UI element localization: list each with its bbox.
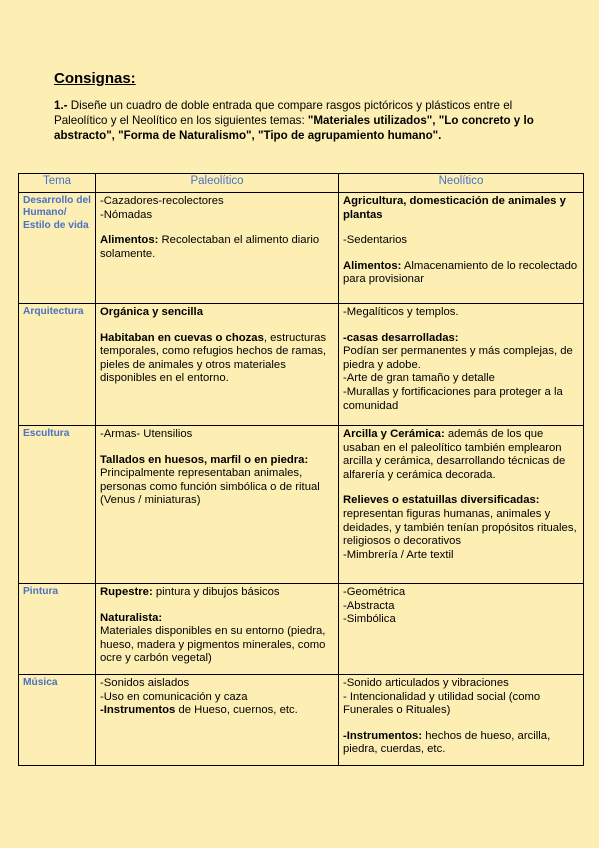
header-tema: Tema bbox=[19, 174, 96, 193]
cell-text: Recolectaban el alimento diario solamente. bbox=[100, 234, 320, 260]
bold-term: Alimentos: bbox=[100, 234, 159, 247]
paleolitico-cell bbox=[96, 193, 339, 304]
cell-line bbox=[100, 332, 334, 386]
topic-cell: Pintura bbox=[19, 584, 96, 675]
topic-cell: Escultura bbox=[19, 426, 96, 584]
cell-text: de Hueso, cuernos, etc. bbox=[175, 704, 298, 717]
cell-line bbox=[343, 386, 579, 413]
cell-text: -Uso en comunicación y caza bbox=[100, 690, 248, 703]
cell-line bbox=[343, 260, 579, 287]
cell-line bbox=[100, 195, 334, 209]
paleolitico-cell bbox=[96, 304, 339, 426]
cell-line bbox=[343, 613, 579, 627]
cell-line bbox=[343, 332, 579, 346]
cell-line bbox=[100, 428, 334, 442]
paleolitico-cell bbox=[96, 426, 339, 584]
bold-term: Relieves o estatuillas diversificadas: bbox=[343, 494, 540, 507]
cell-text: -Simbólica bbox=[343, 613, 396, 626]
instruction-text: Diseñe un cuadro de doble entrada que compare rasgos pictóricos y plásticos entre el Paleolítico y el Neolítico en los siguientes temas: bbox=[54, 99, 513, 127]
cell-line bbox=[343, 494, 579, 508]
neolitico-cell bbox=[339, 675, 584, 766]
cell-text: -Megalíticos y templos. bbox=[343, 306, 459, 318]
cell-text: representan figuras humanas, animales y deidades, y también tenían propósitos rituales, religiosos o decorativos bbox=[343, 507, 577, 548]
instruction-topics: "Materiales utilizados", "Lo concreto y lo abstracto", "Forma de Naturalismo", "Tipo de agrupamiento humano". bbox=[54, 114, 534, 142]
spacer bbox=[100, 222, 334, 234]
bold-term: Alimentos: bbox=[343, 259, 402, 272]
paleolitico-cell bbox=[96, 584, 339, 675]
cell-text: -Sonido articulados y vibraciones bbox=[343, 677, 509, 689]
cell-text: - Intencionalidad y utilidad social (como Funerales o Rituales) bbox=[343, 690, 541, 717]
bold-term: Habitaban en cuevas o chozas bbox=[100, 331, 264, 344]
cell-text: -Sedentarios bbox=[343, 234, 408, 247]
cell-text: -Murallas y fortificaciones para proteger a la comunidad bbox=[343, 385, 563, 412]
instruction-paragraph bbox=[54, 98, 554, 143]
table-row bbox=[19, 304, 584, 426]
cell-text: -Nómadas bbox=[100, 208, 153, 221]
cell-text: Materiales disponibles en su entorno (piedra, hueso, madera y pigmentos minerales, como ocre y carbón vegetal) bbox=[100, 625, 326, 665]
cell-line bbox=[343, 508, 579, 549]
header-neolitico: Neolítico bbox=[339, 174, 584, 193]
cell-line bbox=[343, 586, 579, 600]
bold-term: Agricultura, domesticación de animales y plantas bbox=[343, 195, 566, 221]
table-row bbox=[19, 675, 584, 766]
spacer bbox=[100, 442, 334, 454]
bold-term: Naturalista: bbox=[100, 611, 163, 624]
table-row bbox=[19, 193, 584, 304]
cell-line bbox=[343, 549, 579, 563]
spacer bbox=[100, 600, 334, 612]
cell-text: -Arte de gran tamaño y detalle bbox=[343, 372, 495, 385]
table-header-row bbox=[19, 174, 584, 193]
cell-text: Almacenamiento de lo recolectado para provisionar bbox=[343, 259, 578, 286]
neolitico-cell bbox=[339, 584, 584, 675]
cell-text: -Armas- Utensilios bbox=[100, 428, 193, 440]
spacer bbox=[100, 320, 334, 332]
bold-term: -casas desarrolladas: bbox=[343, 331, 459, 344]
table-row bbox=[19, 584, 584, 675]
cell-line bbox=[343, 372, 579, 386]
cell-text: -Geométrica bbox=[343, 586, 406, 598]
cell-line bbox=[343, 234, 579, 248]
topic-cell: Desarrollo del Humano/ Estilo de vida bbox=[19, 193, 96, 304]
cell-line bbox=[100, 691, 334, 705]
cell-text: Podían ser permanentes y más complejas, de piedra y adobe. bbox=[343, 345, 573, 371]
bold-term: -Instrumentos bbox=[100, 704, 176, 717]
instruction-number: 1.- bbox=[54, 99, 68, 112]
cell-text: pintura y dibujos básicos bbox=[152, 586, 280, 598]
spacer bbox=[343, 248, 579, 260]
neolitico-cell bbox=[339, 193, 584, 304]
cell-line bbox=[100, 306, 334, 320]
cell-line bbox=[343, 730, 579, 757]
cell-text: , estructuras temporales, como refugios hechos de ramas, pieles de animales y otros materiales disponibles en el entorno. bbox=[100, 331, 327, 385]
cell-text: -Sonidos aislados bbox=[100, 677, 190, 689]
bold-term: Arcilla y Cerámica: bbox=[343, 428, 445, 440]
cell-line bbox=[343, 677, 579, 691]
cell-text: hechos de hueso, arcilla, piedra, cuerdas, etc. bbox=[343, 729, 551, 756]
cell-line bbox=[343, 428, 579, 482]
cell-text: además de los que usaban en el paleolítico también emplearon arcilla y cerámica, desarrollando técnicas de alfarería y cerámica decorada. bbox=[343, 428, 566, 481]
paleolitico-cell bbox=[96, 675, 339, 766]
neolitico-cell bbox=[339, 304, 584, 426]
neolitico-cell bbox=[339, 426, 584, 584]
cell-line bbox=[100, 467, 334, 508]
cell-line bbox=[100, 677, 334, 691]
cell-line bbox=[100, 612, 334, 626]
bold-term: Orgánica y sencilla bbox=[100, 306, 203, 318]
spacer bbox=[343, 320, 579, 332]
cell-line bbox=[343, 345, 579, 372]
comparison-table bbox=[18, 173, 584, 766]
bold-term: Tallados en huesos, marfil o en piedra: bbox=[100, 453, 309, 466]
cell-line bbox=[100, 625, 334, 666]
cell-line bbox=[343, 600, 579, 614]
cell-line bbox=[343, 306, 579, 320]
cell-line bbox=[100, 209, 334, 223]
cell-line bbox=[100, 454, 334, 468]
spacer bbox=[343, 482, 579, 494]
spacer bbox=[343, 718, 579, 730]
cell-line bbox=[100, 586, 334, 600]
cell-text: -Mimbrería / Arte textil bbox=[343, 548, 454, 561]
cell-text: Principalmente representaban animales, personas como función simbólica o de ritual (Venus / miniaturas) bbox=[100, 467, 320, 507]
topic-cell: Arquitectura bbox=[19, 304, 96, 426]
bold-term: -Instrumentos: bbox=[343, 729, 423, 742]
topic-cell: Música bbox=[19, 675, 96, 766]
spacer bbox=[343, 222, 579, 234]
cell-line bbox=[100, 234, 334, 261]
bold-term: Rupestre: bbox=[100, 586, 153, 598]
cell-line bbox=[100, 704, 334, 718]
header-paleolitico: Paleolítico bbox=[96, 174, 339, 193]
table-row bbox=[19, 426, 584, 584]
cell-line bbox=[343, 691, 579, 718]
page-title: Consignas: bbox=[54, 70, 136, 87]
cell-line bbox=[343, 195, 579, 222]
cell-text: -Abstracta bbox=[343, 599, 395, 612]
cell-text: -Cazadores-recolectores bbox=[100, 195, 224, 207]
